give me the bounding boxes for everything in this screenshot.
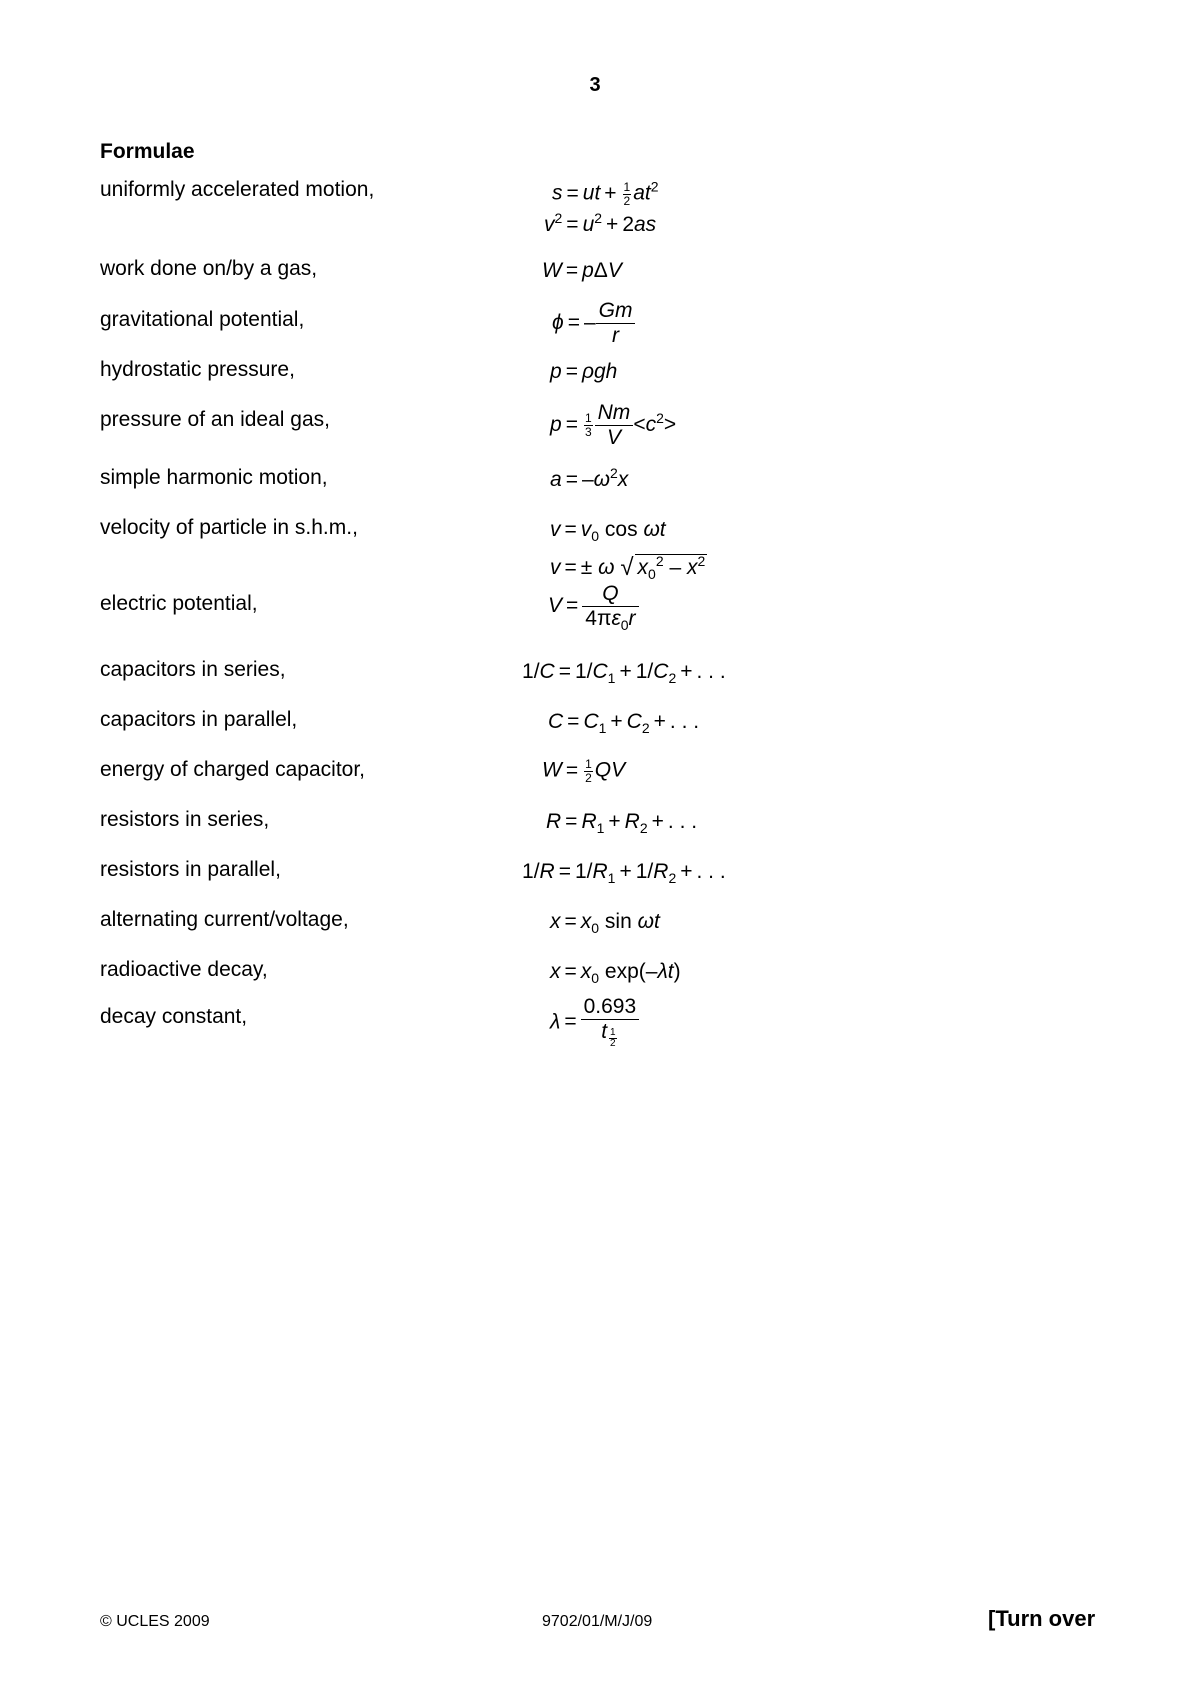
label-hydrostatic-pressure: hydrostatic pressure, (100, 358, 295, 381)
equation-electric-potential: V = $\frac{Q}{4\pi\varepsilon_0r}$ (548, 583, 639, 630)
equation-ideal-gas: p = $\frac{1}{3}$ $\frac{Nm}{V}$ $<c^2>$ (550, 401, 677, 450)
equation-hydrostatic-pressure: p = ρgh (550, 360, 618, 383)
label-radioactive-decay: radioactive decay, (100, 958, 268, 981)
equation-displacement: s = ut + $\frac{1}{2}$ $at^2$ (552, 178, 659, 208)
label-decay-constant: decay constant, (100, 1005, 248, 1028)
footer-turn-over: [Turn over (988, 1606, 1096, 1631)
equation-capacitors-series: $1/C = 1/C_1 + 1/C_2$ + . . . (522, 660, 726, 687)
equation-velocity-cos: $v = v_0$ cos ωt (550, 518, 666, 545)
equation-decay-constant: λ = 0.693 t $\frac{1}{2}$ (550, 996, 639, 1050)
label-resistors-series: resistors in series, (100, 808, 270, 831)
label-simple-harmonic-motion: simple harmonic motion, (100, 466, 328, 489)
label-electric-potential: electric potential, (100, 592, 258, 615)
label-alternating-current: alternating current/voltage, (100, 908, 349, 931)
label-resistors-parallel: resistors in parallel, (100, 858, 281, 881)
footer-copyright: © UCLES 2009 (100, 1613, 210, 1630)
equation-resistors-series: $R = R_1 + R_2$ + . . . (546, 810, 698, 837)
label-capacitors-parallel: capacitors in parallel, (100, 708, 298, 731)
equation-shm: $a = -\omega^2x$ (550, 465, 629, 491)
equation-capacitor-energy: W = $\frac{1}{2}$ QV (542, 757, 626, 785)
footer-paper-code: 9702/01/M/J/09 (542, 1613, 653, 1630)
equation-alternating: $x = x_0$ sin ωt (550, 910, 660, 937)
label-gravitational-potential: gravitational potential, (100, 308, 305, 331)
label-velocity-shm: velocity of particle in s.h.m., (100, 516, 358, 539)
equation-resistors-parallel: $1/R = 1/R_1 + 1/R_2$ + . . . (522, 860, 726, 887)
page-number: 3 (589, 74, 601, 96)
equation-gravitational-potential: ϕ = – $\frac{Gm}{r}$ (552, 300, 635, 347)
equation-work-gas: W = pΔV (542, 259, 622, 282)
label-capacitors-series: capacitors in series, (100, 658, 286, 681)
label-work-done-gas: work done on/by a gas, (100, 257, 318, 280)
equation-velocity-sqrt: v = ± ω √ $x_0^2 - x^2$ (550, 553, 706, 583)
label-capacitor-energy: energy of charged capacitor, (100, 758, 366, 781)
equation-velocity-squared: $v^2 = u^2 + 2as$ (544, 210, 657, 236)
formulae-heading: Formulae (100, 140, 195, 163)
equation-capacitors-parallel: $C = C_1 + C_2$ + . . . (548, 710, 700, 737)
equation-radioactive-decay: $x = x_0$ exp(–λt) (550, 960, 681, 987)
label-uniformly-accelerated-motion: uniformly accelerated motion, (100, 178, 375, 201)
label-ideal-gas-pressure: pressure of an ideal gas, (100, 408, 330, 431)
